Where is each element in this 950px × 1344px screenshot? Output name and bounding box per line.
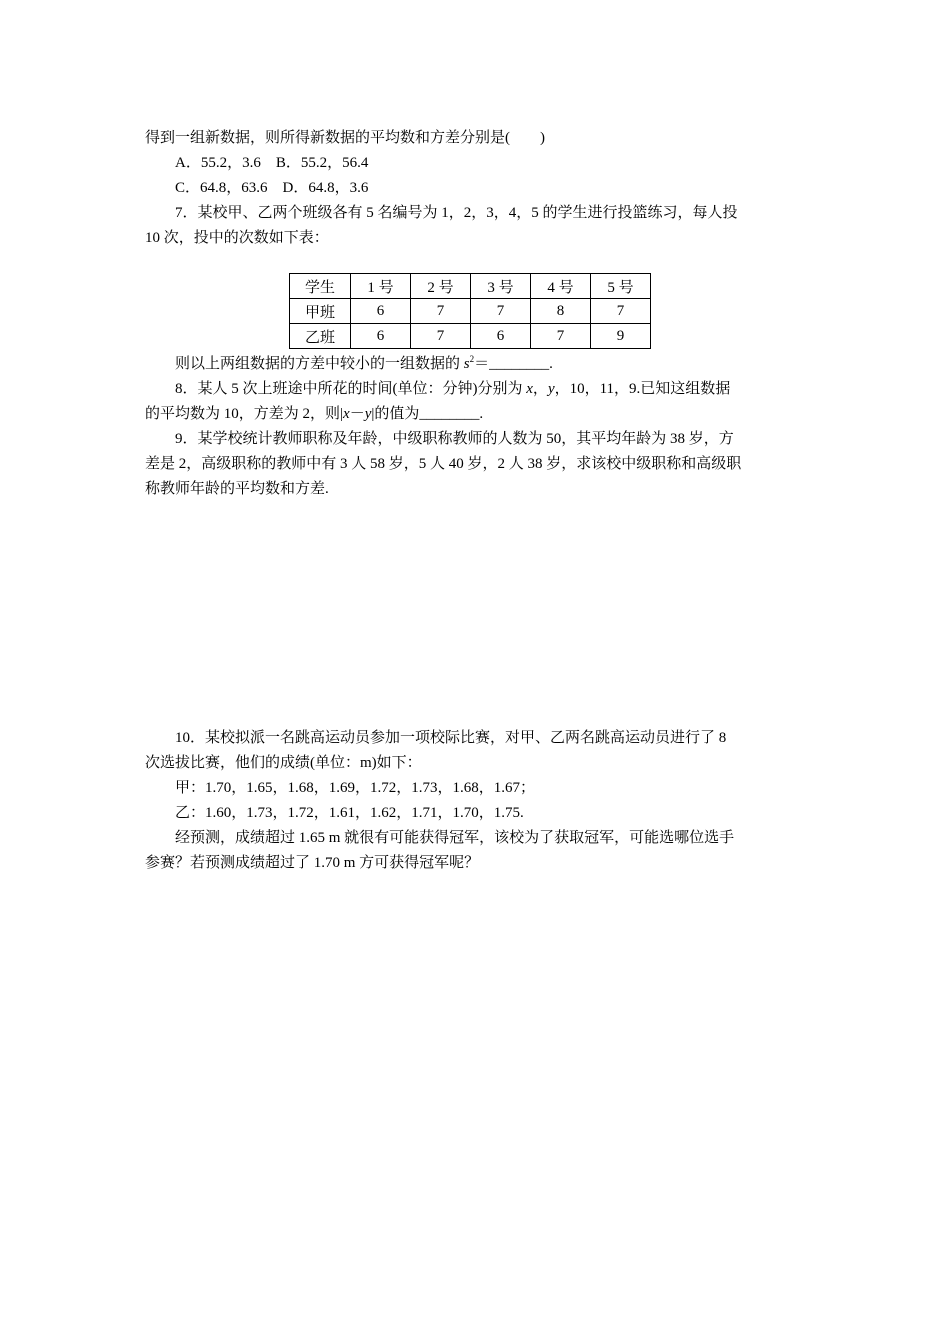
- q7-score-table: [289, 273, 651, 349]
- q9-stem-line1: 9．某学校统计教师职称及年龄，中级职称教师的人数为 50，其平均年龄为 38 岁，方: [175, 431, 734, 447]
- q7-answer-line: [175, 354, 553, 374]
- table-header-cell: 学生: [290, 274, 351, 299]
- q8-text-a: 8．某人 5 次上班途中所花的时间(单位：分钟)分别为: [175, 381, 527, 397]
- q8-minus: －: [349, 406, 365, 422]
- table-cell: 7: [591, 299, 651, 324]
- q8-abs-y: y: [364, 406, 372, 422]
- q6-options-ab: A．55.2，3.6 B．55.2，56.4: [175, 155, 369, 171]
- q9-stem-line3: 称教师年龄的平均数和方差.: [145, 481, 329, 497]
- q8-var-y: y: [547, 381, 555, 397]
- table-row: [290, 299, 651, 324]
- table-cell: 8: [531, 299, 591, 324]
- table-cell: 7: [411, 324, 471, 349]
- q7-answer-var: s: [463, 356, 470, 372]
- q10-stem-line2: 次选拔比赛，他们的成绩(单位：m)如下：: [145, 755, 422, 771]
- q6-stem: 得到一组新数据，则所得新数据的平均数和方差分别是( ): [145, 130, 545, 146]
- table-cell: 7: [531, 324, 591, 349]
- table-cell: 甲班: [290, 299, 351, 324]
- q7-answer-sup: 2: [469, 354, 475, 364]
- q8-stem-line1: [175, 379, 730, 399]
- q10-jia-scores: 甲：1.70，1.65，1.68，1.69，1.72，1.73，1.68，1.67；: [175, 780, 536, 796]
- table-cell: 6: [351, 324, 411, 349]
- q8-text-d: |的值为________.: [371, 406, 484, 422]
- table-header-row: [290, 274, 651, 299]
- q10-yi-scores: 乙：1.60，1.73，1.72，1.61，1.62，1.71，1.70，1.75.: [175, 805, 524, 821]
- table-cell: 乙班: [290, 324, 351, 349]
- q10-stem-line6: 参赛？若预测成绩超过了 1.70 m 方可获得冠军呢？: [145, 855, 480, 871]
- q8-sep: ，: [532, 381, 548, 397]
- table-cell: 7: [411, 299, 471, 324]
- table-cell: 9: [591, 324, 651, 349]
- q7-stem-line1: 7．某校甲、乙两个班级各有 5 名编号为 1，2，3，4，5 的学生进行投篮练习，每人投: [175, 205, 738, 221]
- table-header-cell: 3 号: [471, 274, 531, 299]
- table-header-cell: 4 号: [531, 274, 591, 299]
- q7-stem-line2: 10 次，投中的次数如下表：: [145, 230, 329, 246]
- table-header-cell: 5 号: [591, 274, 651, 299]
- table-cell: 6: [471, 324, 531, 349]
- q8-text-c: 的平均数为 10，方差为 2，则|: [145, 406, 344, 422]
- table-row: [290, 324, 651, 349]
- q6-options-cd: C．64.8，63.6 D．64.8，3.6: [175, 180, 369, 196]
- table-cell: 7: [471, 299, 531, 324]
- q10-stem-line5: 经预测，成绩超过 1.65 m 就很有可能获得冠军，该校为了获取冠军，可能选哪位选手: [175, 830, 735, 846]
- table-header-cell: 1 号: [351, 274, 411, 299]
- q8-stem-line2: [145, 404, 483, 424]
- q7-answer-prefix: 则以上两组数据的方差中较小的一组数据的: [175, 356, 464, 372]
- q9-stem-line2: 差是 2，高级职称的教师中有 3 人 58 岁，5 人 40 岁，2 人 38 岁，求该校中级职称和高级职: [145, 456, 742, 472]
- q8-text-b: ，10，11，9.已知这组数据: [554, 381, 731, 397]
- table-header-cell: 2 号: [411, 274, 471, 299]
- q7-answer-suffix: ＝________.: [474, 356, 553, 372]
- q10-stem-line1: 10．某校拟派一名跳高运动员参加一项校际比赛，对甲、乙两名跳高运动员进行了 8: [175, 730, 727, 746]
- q8-abs-x: x: [343, 406, 350, 422]
- table-cell: 6: [351, 299, 411, 324]
- q8-var-x: x: [526, 381, 533, 397]
